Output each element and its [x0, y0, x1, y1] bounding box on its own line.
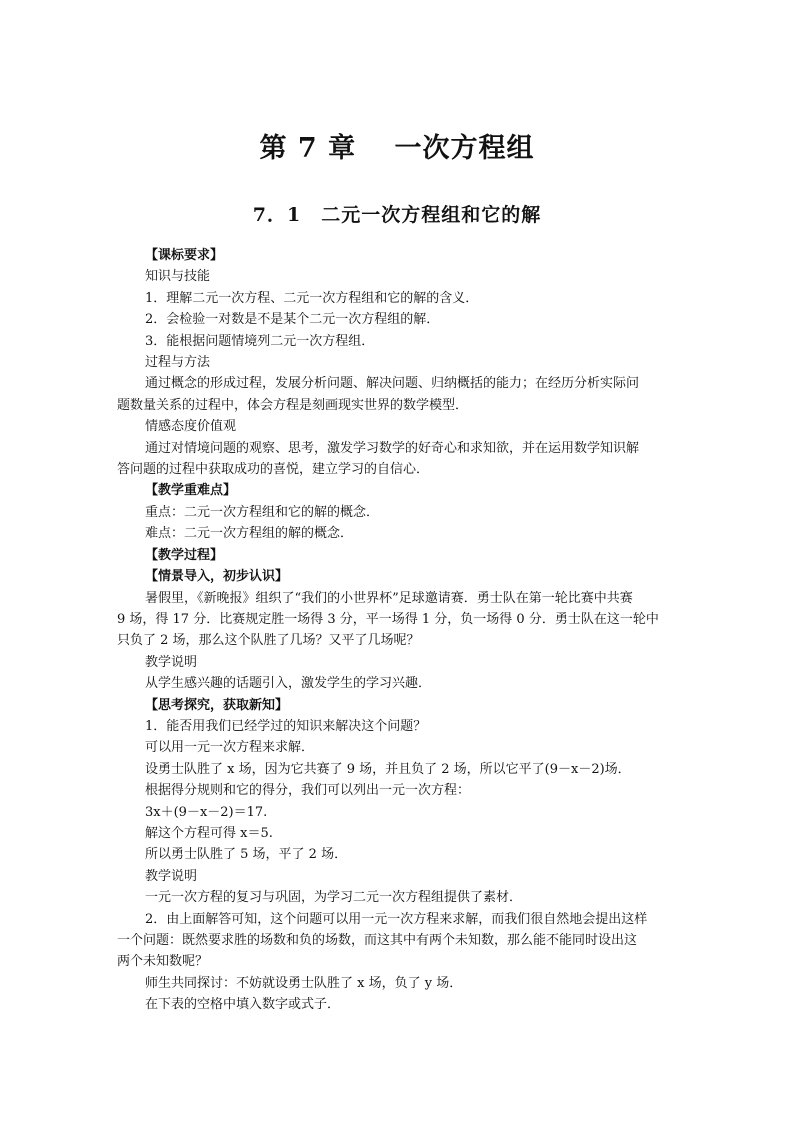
section-heading: 【思考探究，获取新知】 [145, 697, 289, 713]
paragraph-line: 可以用一元一次方程来求解． [145, 740, 315, 756]
paragraph-line: 题数量关系的过程中，体会方程是刻画现实世界的数学模型． [117, 397, 469, 413]
paragraph-line: 1．理解二元一次方程、二元一次方程组和它的解的含义． [145, 290, 479, 306]
paragraph-line: 9 场，得 17 分．比赛规定胜一场得 3 分，平一场得 1 分，负一场得 0 分．勇士队在这一轮中 [117, 611, 659, 627]
paragraph-line: 知识与技能 [145, 269, 211, 285]
section-heading: 【教学重难点】 [145, 483, 237, 499]
paragraph-line: 所以勇士队胜了 5 场，平了 2 场． [145, 847, 348, 863]
paragraph-line: 根据得分规则和它的得分，我们可以列出一元一次方程： [145, 783, 471, 799]
paragraph-line: 在下表的空格中填入数字或式子． [145, 997, 341, 1013]
paragraph-line: 教学说明 [145, 868, 198, 884]
paragraph-line: 教学说明 [145, 654, 198, 670]
paragraph-line: 2．由上面解答可知，这个问题可以用一元一次方程来求解，而我们很自然地会提出这样 [145, 911, 648, 927]
paragraph-line: 3．能根据问题情境列二元一次方程组． [145, 333, 375, 349]
paragraph-line: 通过对情境问题的观察、思考，激发学习数学的好奇心和求知欲，并在运用数学知识解 [145, 440, 640, 456]
paragraph-line: 一元一次方程的复习与巩固，为学习二元一次方程组提供了素材． [145, 890, 523, 906]
paragraph-line: 难点：二元一次方程组的解的概念． [145, 526, 354, 542]
paragraph-line: 从学生感兴趣的话题引入，激发学生的学习兴趣． [145, 676, 432, 692]
paragraph-line: 情感态度价值观 [145, 419, 237, 435]
paragraph-line: 一个问题：既然要求胜的场数和负的场数，而这其中有两个未知数，那么能不能同时设出这 [117, 933, 638, 948]
paragraph-line: 暑假里，《新晚报》组织了“我们的小世界杯”足球邀请赛．勇士队在第一轮比赛中共赛 [145, 590, 633, 606]
chapter-title: 第 7 章 一次方程组 [259, 133, 535, 164]
section-heading: 【情景导入，初步认识】 [145, 569, 289, 585]
paragraph-line: 解这个方程可得 x＝5. [145, 825, 273, 841]
section-heading: 【教学过程】 [145, 547, 224, 563]
paragraph-line: 过程与方法 [145, 355, 211, 371]
paragraph-line: 答问题的过程中获取成功的喜悦，建立学习的自信心． [117, 462, 430, 478]
paragraph-line: 1．能否用我们已经学过的知识来解决这个问题？ [145, 718, 427, 734]
section-title: 7．1 二元一次方程组和它的解 [252, 204, 542, 226]
paragraph-line: 2．会检验一对数是不是某个二元一次方程组的解． [145, 312, 440, 328]
paragraph-line: 师生共同探讨：不妨就设勇士队胜了 x 场，负了 y 场． [145, 975, 463, 991]
paragraph-line: 两个未知数呢？ [117, 954, 209, 970]
paragraph-line: 通过概念的形成过程，发展分析问题、解决问题、归纳概括的能力；在经历分析实际问 [145, 376, 640, 392]
document-body [117, 245, 682, 1016]
paragraph-line: 设勇士队胜了 x 场，因为它共赛了 9 场，并且负了 2 场，所以它平了(9－x－2)场． [145, 761, 631, 777]
paragraph-line: 只负了 2 场，那么这个队胜了几场？又平了几场呢？ [117, 633, 420, 649]
paragraph-line: 重点：二元一次方程组和它的解的概念． [145, 504, 380, 520]
section-heading: 【课标要求】 [145, 248, 224, 263]
paragraph-line: 3x＋(9－x－2)＝17. [145, 804, 268, 820]
